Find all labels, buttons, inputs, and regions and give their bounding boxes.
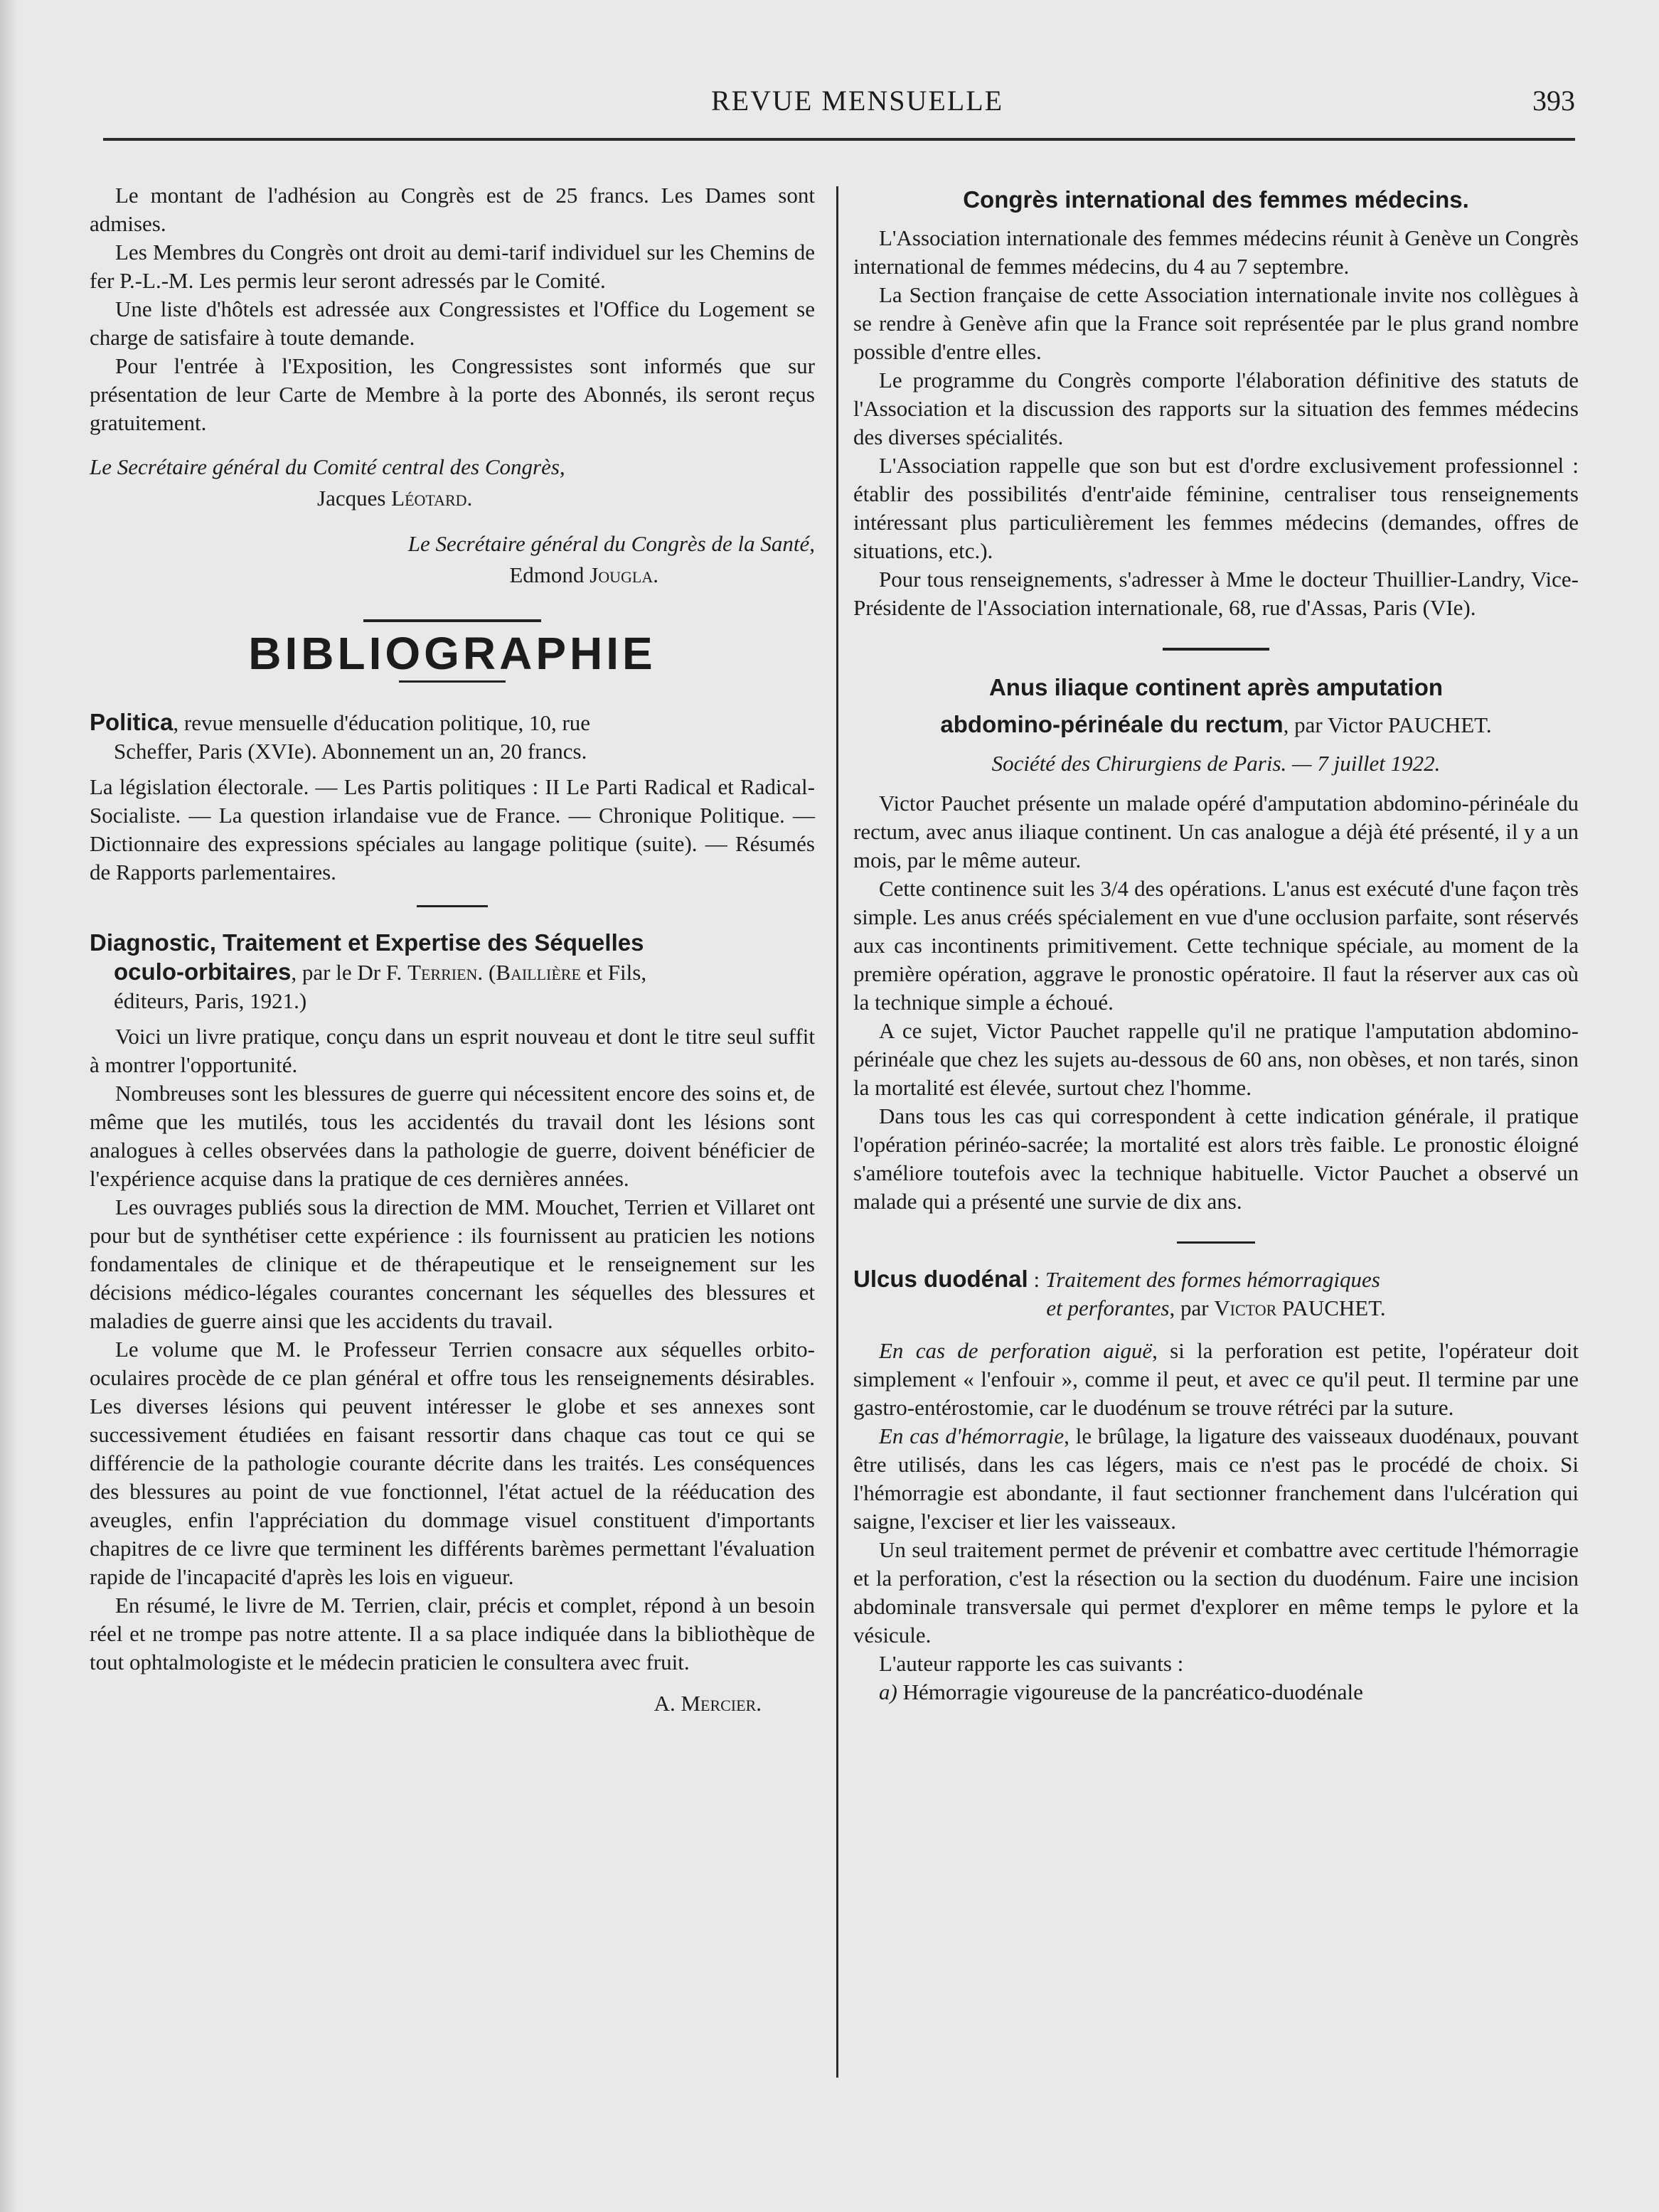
paragraph: Dans tous les cas qui correspondent à cette indication générale, il pratique l'opération périnéo-sacrée; la mortalité est alors très faible. Le pronostic éloigné s'améliore toutefois avec la technique habituelle. Victor Pauchet a observé un malade qui a présenté une survie de dix ans. [853, 1104, 1579, 1214]
paragraph: Pour tous renseignements, s'adresser à Mme le docteur Thuillier-Landry, Vice-Présidente de l'Association internationale, 68, rue d'Assas, Paris (VIe). [853, 567, 1579, 620]
left-column [90, 181, 815, 1718]
paragraph: Le montant de l'adhésion au Congrès est de 25 francs. Les Dames sont admises. [90, 183, 815, 236]
entry-title: Diagnostic, Traitement et Expertise des Séquelles [90, 929, 644, 956]
paragraph-text: , si la perforation est petite, l'opérateur doit simplement « l'enfouir », comme il peut, et avec ce qu'il peut. Il termine par une gastro-entérostomie, car le duodénum se trouve rétréci par la suture. [853, 1338, 1579, 1420]
review-author [90, 1689, 815, 1718]
article-title-main: Ulcus duodénal [853, 1266, 1028, 1292]
paragraph [853, 1337, 1579, 1422]
section-title: BIBLIOGRAPHIE [248, 628, 656, 679]
article-title-line [853, 1294, 1579, 1323]
signature-first-name: Jacques [317, 486, 386, 511]
bibliography-entry-head [90, 708, 815, 766]
page-number: 393 [1532, 85, 1575, 117]
signature-role: Le Secrétaire général du Comité central des Congrès, [90, 454, 565, 479]
paragraph: En résumé, le livre de M. Terrien, clair, précis et complet, répond à un besoin réel et ne trompe pas notre attente. Il a sa place indiquée dans la bibliothèque de tout ophtalmologiste et le médecin praticien le consultera avec fruit. [90, 1593, 815, 1674]
paragraph: Un seul traitement permet de prévenir et combattre avec certitude l'hémorragie et la perforation, c'est la résection ou la section du duodénum. Faire une incision abdominale transversale qui permet d'explorer en même temps le pylore et la vésicule. [853, 1537, 1579, 1647]
signature-last-name: Léotard. [391, 486, 473, 511]
paragraph [853, 1678, 1579, 1706]
entry-publisher: et Fils, [580, 960, 647, 985]
signature-name [90, 483, 815, 514]
entry-publisher: éditeurs, Paris, 1921.) [114, 988, 307, 1013]
article-title: Congrès international des femmes médecins. [963, 186, 1469, 213]
paragraph: Les ouvrages publiés sous la direction de MM. Mouchet, Terrien et Villaret ont pour but de synthétiser cette expérience : ils fournissent au praticien les notions fondamentales de clinique et de thérapeutique et le renseignement sur les décisions médico-légales courantes concernant les séquelles des blessures et maladies de guerre ainsi que les accidents du travail. [90, 1195, 815, 1333]
signature-block [90, 452, 815, 514]
article-rule [1163, 648, 1269, 651]
page-edge-shadow [0, 0, 18, 2212]
article-title-line: abdomino-périnéale du rectum [940, 711, 1284, 737]
page-header [103, 84, 1575, 141]
author-initial: A. [654, 1691, 676, 1716]
entry-description: Scheffer, Paris (XVIe). Abonnement un an, 20 francs. [114, 739, 587, 764]
paragraph: Victor Pauchet présente un malade opéré d'amputation abdomino-périnéale du rectum, avec anus iliaque continent. Un cas analogue a déjà été présenté, il y a un mois, par le même auteur. [853, 791, 1579, 872]
paragraph: Le programme du Congrès comporte l'élaboration définitive des statuts de l'Association et la discussion des rapports sur la situation des femmes médecins des diverses spécialités. [853, 368, 1579, 449]
entry-title: oculo-orbitaires [114, 958, 292, 985]
list-marker: a) [879, 1679, 897, 1704]
article-subtitle: Traitement des formes hémorragiques [1045, 1267, 1380, 1292]
emphasis: En cas de perforation aiguë [879, 1338, 1153, 1363]
bibliography-entry-head [90, 929, 815, 1015]
paragraph: La Section française de cette Association internationale invite nos collègues à se rendre à Genève afin que la France soit représentée par le plus grand nombre possible d'entre elles. [853, 282, 1579, 364]
paragraph-text: Hémorragie vigoureuse de la pancréatico-duodénale [897, 1679, 1363, 1704]
paragraph: Cette continence suit les 3/4 des opérations. L'anus est exécuté d'une façon très simple. Les anus créés spécialement en vue d'une occlusion parfaite, sont réservés aux cas incontinents primitivement. Cette technique spéciale, au moment de la première opération, aggrave le pronostic opératoire. Il faut la réserver aux cas où la technique simple a échoué. [853, 876, 1579, 1015]
title-separator: : [1028, 1267, 1045, 1292]
entry-title: Politica [90, 709, 174, 735]
article-source: Société des Chirurgiens de Paris. — 7 juillet 1922. [991, 751, 1441, 776]
article-title [853, 1265, 1579, 1323]
right-column [853, 181, 1579, 1706]
signature-last-name: Jougla. [590, 562, 658, 587]
paragraph: Nombreuses sont les blessures de guerre qui nécessitent encore des soins et, de même que les mutilés, tous les accidentés du travail dont les lésions sont analogues à celles observées dans la pathologie de guerre, doivent bénéficier de l'expérience acquise dans la pratique de ces dernières années. [90, 1081, 815, 1191]
article-rule [1177, 1241, 1255, 1244]
entry-description: , revue mensuelle d'éducation politique, 10, rue [173, 710, 591, 735]
paragraph: A ce sujet, Victor Pauchet rappelle qu'il ne pratique l'amputation abdomino-périnéale que chez les sujets au-dessous de 60 ans, non obèses, et non tarés, sinon la mortalité est élevée, surtout chez l'homme. [853, 1018, 1579, 1100]
article-title-line: Anus iliaque continent après amputation [988, 674, 1444, 700]
section-rule [399, 680, 506, 683]
paragraph: Une liste d'hôtels est adressée aux Congressistes et l'Office du Logement se charge de satisfaire à toute demande. [90, 296, 815, 350]
signature-first-name: Edmond [509, 562, 585, 587]
entry-author: Terrien. [407, 960, 484, 985]
header-rule [103, 138, 1575, 141]
author-name: Mercier. [681, 1691, 762, 1716]
entry-byline: , par le Dr F. [291, 960, 402, 985]
paragraph-text: , le brûlage, la ligature des vaisseaux duodénaux, pouvant être utilisés, dans les cas légers, mais ce n'est pas le procédé de choix. Si l'hémorragie est abondante, il faut sectionner franchement dans l'ulcération qui saigne, l'exciser et lier les vaisseaux. [853, 1423, 1579, 1534]
article-subtitle: et perforantes [1046, 1295, 1170, 1320]
paragraph: Pour l'entrée à l'Exposition, les Congressistes sont informés que sur présentation de leur Carte de Membre à la porte des Abonnés, ils seront reçus gratuitement. [90, 353, 815, 435]
signature-name [90, 560, 815, 591]
entry-rule [417, 905, 488, 907]
paragraph: L'auteur rapporte les cas suivants : [879, 1651, 1184, 1676]
section-rule [363, 619, 541, 622]
article-author: Victor PAUCHET. [1214, 1295, 1386, 1320]
emphasis: En cas d'hémorragie [879, 1423, 1065, 1448]
paragraph: L'Association rappelle que son but est d'ordre exclusivement professionnel : établir des possibilités d'entr'aide féminine, centraliser tous renseignements intéressant plus particulièrement les femmes médecins (demandes, offres de situations, etc.). [853, 453, 1579, 563]
article-byline: , par [1169, 1295, 1215, 1320]
signature-role: Le Secrétaire général du Congrès de la Santé, [407, 531, 815, 556]
article-title [853, 669, 1579, 744]
paragraph [853, 1422, 1579, 1536]
paragraph: Les Membres du Congrès ont droit au demi-tarif individuel sur les Chemins de fer P.-L.-M. Les permis leur seront adressés par le Comité. [90, 240, 815, 293]
paragraph: Voici un livre pratique, conçu dans un esprit nouveau et dont le titre seul suffit à montrer l'opportunité. [90, 1024, 815, 1077]
article-byline: , par Victor PAUCHET. [1283, 712, 1492, 737]
entry-publisher: Baillière [496, 960, 581, 985]
paragraph: La législation électorale. — Les Partis politiques : II Le Parti Radical et Radical-Socialiste. — La question irlandaise vue de France. — Chronique Politique. — Dictionnaire des expressions spéciales au langage politique (suite). — Résumés de Rapports parlementaires. [90, 774, 815, 885]
column-divider [836, 186, 838, 2078]
signature-block [90, 528, 815, 591]
running-title: REVUE MENSUELLE [711, 85, 1004, 117]
entry-title-cont [90, 958, 815, 987]
entry-publisher: ( [488, 960, 496, 985]
paragraph: L'Association internationale des femmes médecins réunit à Genève un Congrès international de femmes médecins, du 4 au 7 septembre. [853, 225, 1579, 279]
paragraph: Le volume que M. le Professeur Terrien consacre aux séquelles orbito-oculaires procède de ce plan général et offre tous les renseignements désirables. Les diverses lésions qui peuvent intéresser le globe et ses annexes sont successivement étudiées en faisant ressortir dans chaque cas tout ce qui se différencie de la pathologie courante décrite dans les traités. Les conséquences des blessures au point de vue fonctionnel, l'état actuel de la rééducation des aveugles, enfin l'appréciation du dommage visuel constituent d'importants chapitres de ce livre que terminent les différents barèmes permettant l'évaluation rapide de l'incapacité d'après les lois en vigueur. [90, 1337, 815, 1589]
